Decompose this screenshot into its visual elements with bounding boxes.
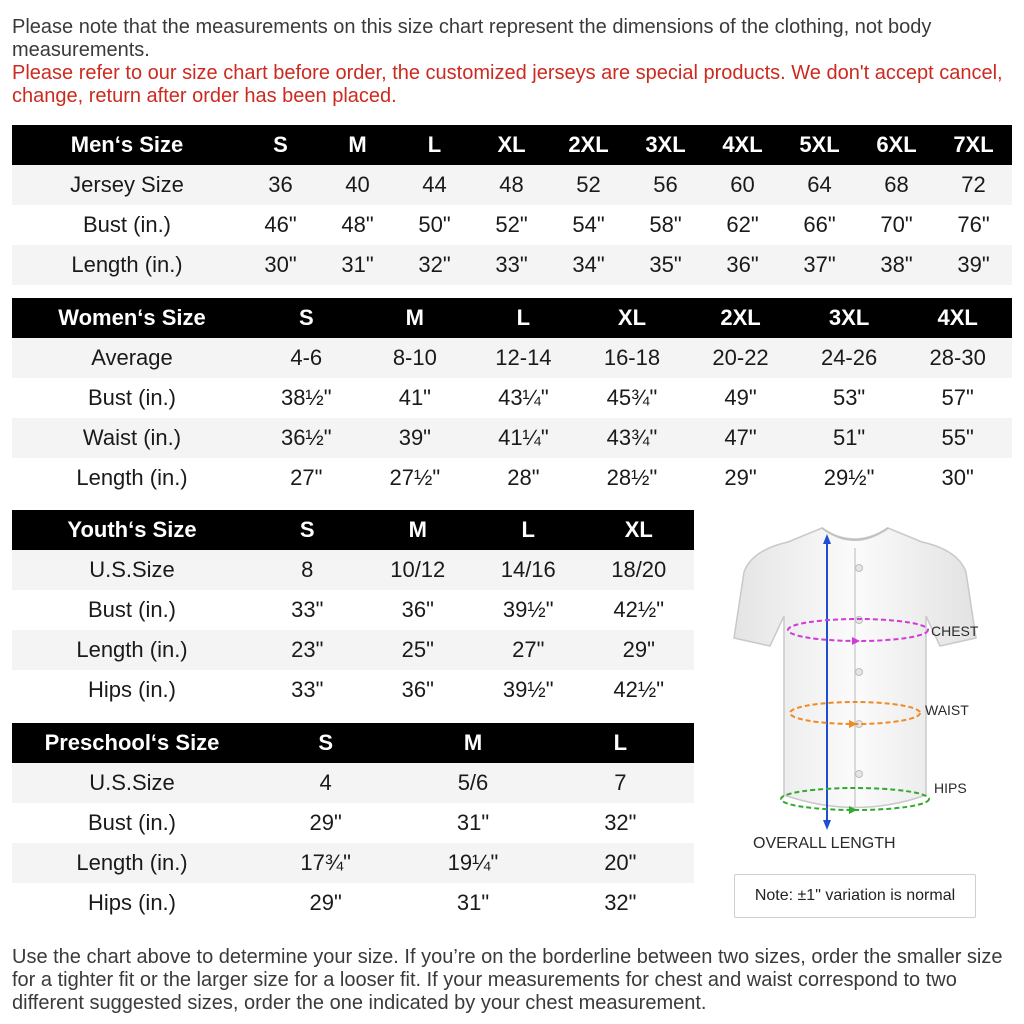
table-cell: 29" [309, 890, 342, 915]
table-cell: 10/12 [363, 550, 474, 590]
row-label: Length (in.) [12, 843, 252, 883]
table-cell: 29½" [823, 465, 875, 490]
table-cell: 24-26 [795, 338, 904, 378]
table-cell: 46" [264, 212, 297, 237]
size-header-cell: 2XL [550, 125, 627, 165]
table-cell: 30" [242, 245, 319, 285]
size-header-cell: 3XL [627, 125, 704, 165]
table-cell: 32" [396, 245, 473, 285]
table-cell: 7 [547, 763, 694, 803]
size-header-cell: M [319, 125, 396, 165]
table-cell: 41¼" [469, 418, 578, 458]
measurement-note: Please note that the measurements on this size chart represent the dimensions of the clothing, not body measurements. [12, 16, 932, 61]
table-cell: 66" [803, 212, 836, 237]
table-cell: 44 [396, 165, 473, 205]
table-cell: 20" [547, 843, 694, 883]
table-row [12, 550, 694, 590]
table-cell: 27" [290, 465, 323, 490]
length-arrow-bottom [823, 820, 831, 830]
table-cell: 76" [957, 212, 990, 237]
size-header-cell: 5XL [781, 125, 858, 165]
table-cell: 16-18 [578, 338, 687, 378]
table-cell: 42½" [613, 597, 665, 622]
table-row [12, 245, 1012, 285]
table-header-row [12, 298, 1012, 338]
size-header-cell: L [473, 510, 584, 550]
hips-label: HIPS [934, 780, 967, 796]
table-cell: 51" [795, 418, 904, 458]
row-label: U.S.Size [12, 763, 252, 803]
waist-label: WAIST [925, 702, 969, 718]
row-label: Average [12, 338, 252, 378]
table-cell: 4-6 [252, 338, 361, 378]
variation-note-box [734, 874, 976, 918]
table-cell: 52 [550, 165, 627, 205]
table-cell: 35" [627, 245, 704, 285]
size-header-cell: 2XL [686, 298, 795, 338]
size-chart-notice [12, 16, 1012, 108]
table-cell: 32" [604, 890, 637, 915]
table-cell: 28½" [606, 465, 658, 490]
table-cell: 43¼" [498, 385, 549, 410]
table-cell: 48" [341, 212, 374, 237]
table-cell: 8-10 [361, 338, 470, 378]
size-header-cell: M [361, 298, 470, 338]
table-cell: 29" [724, 465, 757, 490]
table-cell: 23" [252, 630, 363, 670]
size-header-cell: XL [578, 298, 687, 338]
row-label: Bust (in.) [87, 597, 177, 622]
size-header-cell: M [399, 723, 546, 763]
size-header-cell: 7XL [935, 125, 1012, 165]
table-row [12, 165, 1012, 205]
row-label: Bust (in.) [87, 810, 177, 835]
sizing-advice: Use the chart above to determine your size. If you’re on the borderline between two sizes, order the smaller size for a tighter fit or the larger size for a looser fit. If your measurements for chest and waist correspond to two different suggested sizes, order the one indicated by your chest measurement. [12, 946, 1003, 1014]
table-cell: 39" [935, 245, 1012, 285]
size-header-cell: XL [473, 125, 550, 165]
size-header-cell: 6XL [858, 125, 935, 165]
table-header-row [12, 510, 694, 550]
table-row [12, 630, 694, 670]
table-cell: 5/6 [399, 763, 546, 803]
table-cell: 25" [363, 630, 474, 670]
table-row [12, 338, 1012, 378]
table-cell: 64 [781, 165, 858, 205]
table-cell: 45¾" [606, 385, 658, 410]
row-label: Length (in.) [76, 465, 188, 490]
womens-size-table [12, 298, 1012, 498]
table-cell: 47" [686, 418, 795, 458]
table-cell: 37" [781, 245, 858, 285]
table-cell: 17¾" [252, 843, 399, 883]
size-header-cell: XL [584, 510, 695, 550]
table-cell: 20-22 [686, 338, 795, 378]
table-cell: 58" [649, 212, 682, 237]
table-cell: 36" [401, 597, 434, 622]
table-cell: 31" [456, 890, 490, 915]
table-row [12, 205, 1012, 245]
youth-size-table [12, 510, 694, 710]
table-cell: 28" [507, 465, 540, 490]
table-cell: 36 [242, 165, 319, 205]
row-label: Bust (in.) [82, 212, 172, 237]
table-cell: 14/16 [473, 550, 584, 590]
table-cell: 27" [473, 630, 584, 670]
table-cell: 36" [401, 677, 434, 702]
order-policy-warning: Please refer to our size chart before order, the customized jerseys are special products. We don't accept cancel, change, return after order has been placed. [12, 62, 1003, 107]
table-header-label: Women‘s Size [12, 298, 252, 338]
table-cell: 62" [726, 212, 759, 237]
jersey-measurement-diagram [700, 520, 1012, 860]
row-label: Hips (in.) [87, 890, 176, 915]
table-cell: 55" [903, 418, 1012, 458]
table-cell: 39½" [502, 677, 554, 702]
table-row [12, 590, 694, 630]
table-cell: 42½" [613, 677, 665, 702]
table-cell: 28-30 [903, 338, 1012, 378]
size-header-cell: M [363, 510, 474, 550]
table-row [12, 763, 694, 803]
table-cell: 41" [398, 385, 431, 410]
table-cell: 56 [627, 165, 704, 205]
table-cell: 72 [935, 165, 1012, 205]
row-label: Bust (in.) [87, 385, 177, 410]
table-row [12, 458, 1012, 498]
table-row [12, 843, 694, 883]
mens-size-table [12, 125, 1012, 285]
table-cell: 30" [941, 465, 974, 490]
table-cell: 33" [473, 245, 550, 285]
table-cell: 43¾" [578, 418, 687, 458]
row-label: Waist (in.) [12, 418, 252, 458]
table-row [12, 803, 694, 843]
row-label: Length (in.) [12, 630, 252, 670]
size-header-cell: L [547, 723, 694, 763]
table-cell: 12-14 [469, 338, 578, 378]
table-header-row [12, 125, 1012, 165]
table-cell: 54" [572, 212, 605, 237]
table-cell: 31" [456, 810, 490, 835]
table-cell: 49" [724, 385, 757, 410]
row-label: Jersey Size [12, 165, 242, 205]
table-cell: 4 [252, 763, 399, 803]
table-cell: 60 [704, 165, 781, 205]
table-cell: 38½" [280, 385, 332, 410]
table-cell: 18/20 [584, 550, 695, 590]
table-row [12, 670, 694, 710]
preschool-size-table [12, 723, 694, 923]
table-cell: 8 [252, 550, 363, 590]
table-cell: 29" [309, 810, 342, 835]
table-cell: 48 [473, 165, 550, 205]
table-cell: 33" [291, 597, 324, 622]
table-cell: 70" [880, 212, 913, 237]
table-cell: 50" [418, 212, 451, 237]
size-header-cell: S [252, 298, 361, 338]
table-cell: 34" [550, 245, 627, 285]
table-row [12, 418, 1012, 458]
table-header-label: Preschool‘s Size [12, 723, 252, 763]
row-label: U.S.Size [12, 550, 252, 590]
table-cell: 39½" [502, 597, 554, 622]
row-label: Hips (in.) [87, 677, 176, 702]
table-header-label: Men‘s Size [12, 125, 242, 165]
overall-length-label: OVERALL LENGTH [753, 835, 896, 852]
table-row [12, 378, 1012, 418]
table-cell: 27½" [389, 465, 441, 490]
size-header-cell: S [242, 125, 319, 165]
table-cell: 36" [704, 245, 781, 285]
size-header-cell: L [396, 125, 473, 165]
table-cell: 19¼" [399, 843, 546, 883]
table-cell: 53" [832, 385, 866, 410]
table-cell: 52" [495, 212, 528, 237]
row-label: Length (in.) [12, 245, 242, 285]
size-header-cell: 4XL [903, 298, 1012, 338]
size-header-cell: 4XL [704, 125, 781, 165]
table-cell: 29" [584, 630, 695, 670]
table-cell: 57" [941, 385, 974, 410]
table-cell: 68 [858, 165, 935, 205]
table-cell: 39" [361, 418, 470, 458]
table-cell: 38" [858, 245, 935, 285]
table-cell: 32" [604, 810, 637, 835]
size-header-cell: 3XL [795, 298, 904, 338]
table-header-row [12, 723, 694, 763]
chest-label: CHEST [931, 623, 979, 639]
size-header-cell: S [252, 510, 363, 550]
table-cell: 33" [291, 677, 324, 702]
table-cell: 31" [319, 245, 396, 285]
variation-note: Note: ±1" variation is normal [754, 887, 956, 904]
size-header-cell: S [252, 723, 399, 763]
table-row [12, 883, 694, 923]
table-header-label: Youth‘s Size [12, 510, 252, 550]
table-cell: 40 [319, 165, 396, 205]
size-header-cell: L [469, 298, 578, 338]
table-cell: 36½" [252, 418, 361, 458]
